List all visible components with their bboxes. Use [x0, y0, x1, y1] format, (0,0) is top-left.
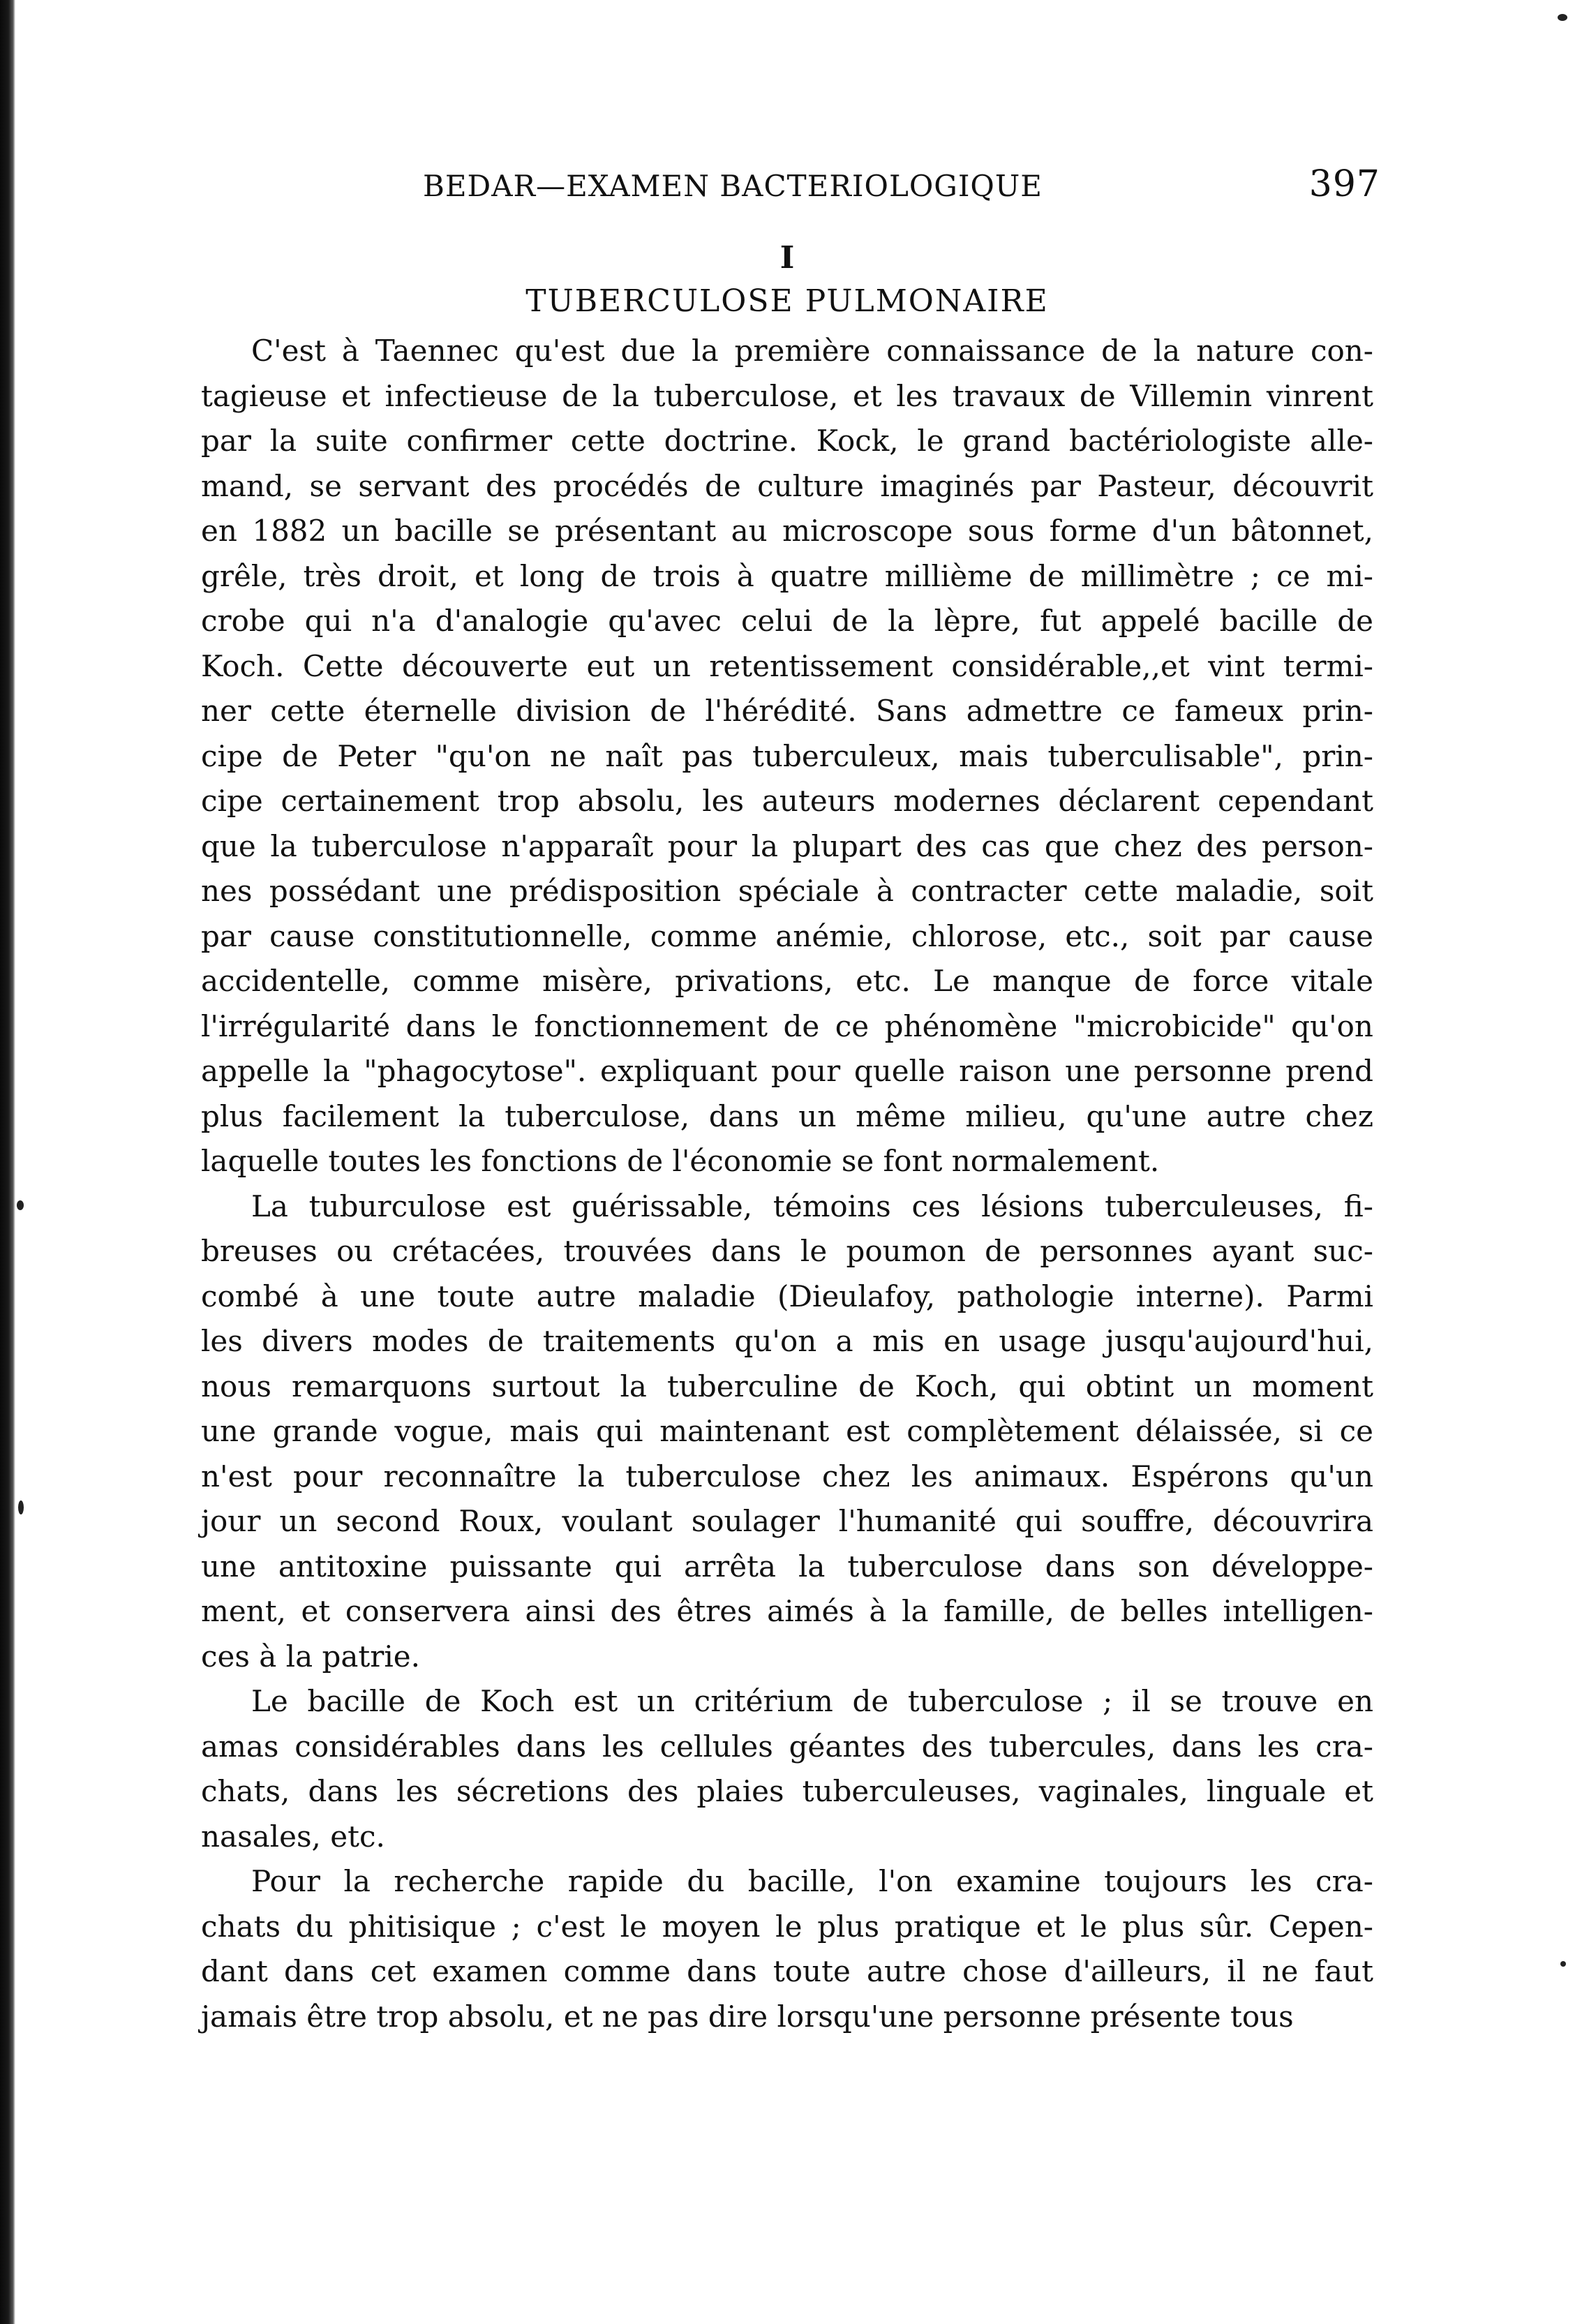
text-line: combé à une toute autre maladie (Dieulafoy, pathologie interne). Parmi	[201, 1279, 1373, 1313]
text-line: Koch. Cette découverte eut un retentissement considérable,,et vint termi-	[201, 648, 1373, 683]
text-line: breuses ou crétacées, trouvées dans le poumon de personnes ayant suc-	[201, 1234, 1373, 1268]
text-line: plus facilement la tuberculose, dans un même milieu, qu'une autre chez	[201, 1098, 1373, 1133]
text-line: tagieuse et infectieuse de la tuberculose, et les travaux de Villemin vinrent	[201, 378, 1373, 413]
text-line: n'est pour reconnaître la tuberculose chez les animaux. Espérons qu'un	[201, 1459, 1373, 1494]
text-line: Le bacille de Koch est un critérium de tuberculose ; il se trouve en	[251, 1684, 1373, 1718]
text-line: accidentelle, comme misère, privations, etc. Le manque de force vitale	[201, 964, 1373, 998]
scan-speck	[18, 1500, 24, 1514]
section-title: TUBERCULOSE PULMONAIRE	[525, 283, 1049, 319]
text-line: chats du phitisique ; c'est le moyen le plus pratique et le plus sûr. Cepen-	[201, 1909, 1373, 1944]
text-line: cipe certainement trop absolu, les auteurs modernes déclarent cependant	[201, 784, 1373, 818]
text-line: appelle la "phagocytose". expliquant pour quelle raison une personne prend	[201, 1054, 1373, 1088]
text-line: C'est à Taennec qu'est due la première connaissance de la nature con-	[251, 334, 1373, 368]
text-line: crobe qui n'a d'analogie qu'avec celui de la lèpre, fut appelé bacille de	[201, 604, 1373, 638]
section-number: I	[779, 240, 795, 276]
text-line: que la tuberculose n'apparaît pour la plupart des cas que chez des person-	[201, 828, 1373, 863]
text-line: par cause constitutionnelle, comme anémie, chlorose, etc., soit par cause	[201, 918, 1373, 953]
text-line: ces à la patrie.	[201, 1639, 421, 1674]
text-line: les divers modes de traitements qu'on a mis en usage jusqu'aujourd'hui,	[201, 1324, 1373, 1358]
text-line: en 1882 un bacille se présentant au microscope sous forme d'un bâtonnet,	[201, 514, 1373, 548]
text-line: cipe de Peter "qu'on ne naît pas tuberculeux, mais tuberculisable", prin-	[201, 738, 1373, 773]
text-line: nous remarquons surtout la tuberculine de Koch, qui obtint un moment	[201, 1369, 1373, 1403]
page-number: 397	[1308, 163, 1380, 205]
book-page	[201, 161, 1380, 2039]
text-line: mand, se servant des procédés de culture imaginés par Pasteur, découvrit	[201, 468, 1373, 503]
text-line: chats, dans les sécretions des plaies tuberculeuses, vaginales, linguale et	[201, 1774, 1373, 1808]
scan-binding-edge	[0, 0, 15, 2324]
scan-speck	[1560, 1961, 1566, 1967]
text-line: grêle, très droit, et long de trois à quatre millième de millimètre ; ce mi-	[201, 558, 1373, 593]
running-head	[201, 161, 1380, 216]
paragraph-contagion	[201, 329, 1373, 1184]
paragraph-koch-bacillus	[201, 1679, 1373, 1859]
text-line: laquelle toutes les fonctions de l'économie se font normalement.	[201, 1144, 1160, 1178]
text-line: ment, et conservera ainsi des êtres aimés à la famille, de belles intelligen-	[201, 1594, 1373, 1628]
text-line: l'irrégularité dans le fonctionnement de ce phénomène "microbicide" qu'on	[201, 1008, 1373, 1043]
scan-speck	[1558, 14, 1567, 21]
text-line: ner cette éternelle division de l'hérédité. Sans admettre ce fameux prin-	[201, 694, 1373, 728]
paragraph-sputum-examination	[201, 1859, 1373, 2039]
text-line: jamais être trop absolu, et ne pas dire lorsqu'une personne présente tous	[201, 1999, 1294, 2034]
text-line: nes possédant une prédisposition spéciale à contracter cette maladie, soit	[201, 874, 1373, 908]
text-line: amas considérables dans les cellules géantes des tubercules, dans les cra-	[201, 1729, 1373, 1764]
text-line: par la suite confirmer cette doctrine. Kock, le grand bactériologiste alle-	[201, 424, 1373, 458]
text-line: dant dans cet examen comme dans toute autre chose d'ailleurs, il ne faut	[201, 1954, 1373, 1988]
text-line: une grande vogue, mais qui maintenant est complètement délaissée, si ce	[201, 1414, 1373, 1448]
paragraph-curability	[201, 1184, 1373, 1680]
running-head-title: BEDAR—EXAMEN BACTERIOLOGIQUE	[423, 169, 1043, 203]
text-line: une antitoxine puissante qui arrêta la tuberculose dans son développe-	[201, 1549, 1373, 1584]
text-line: La tuburculose est guérissable, témoins ces lésions tuberculeuses, fi-	[251, 1189, 1373, 1223]
text-line: Pour la recherche rapide du bacille, l'on examine toujours les cra-	[251, 1864, 1373, 1898]
scan-speck	[17, 1200, 24, 1210]
text-line: jour un second Roux, voulant soulager l'humanité qui souffre, découvrira	[201, 1504, 1373, 1538]
text-line: nasales, etc.	[201, 1819, 385, 1854]
